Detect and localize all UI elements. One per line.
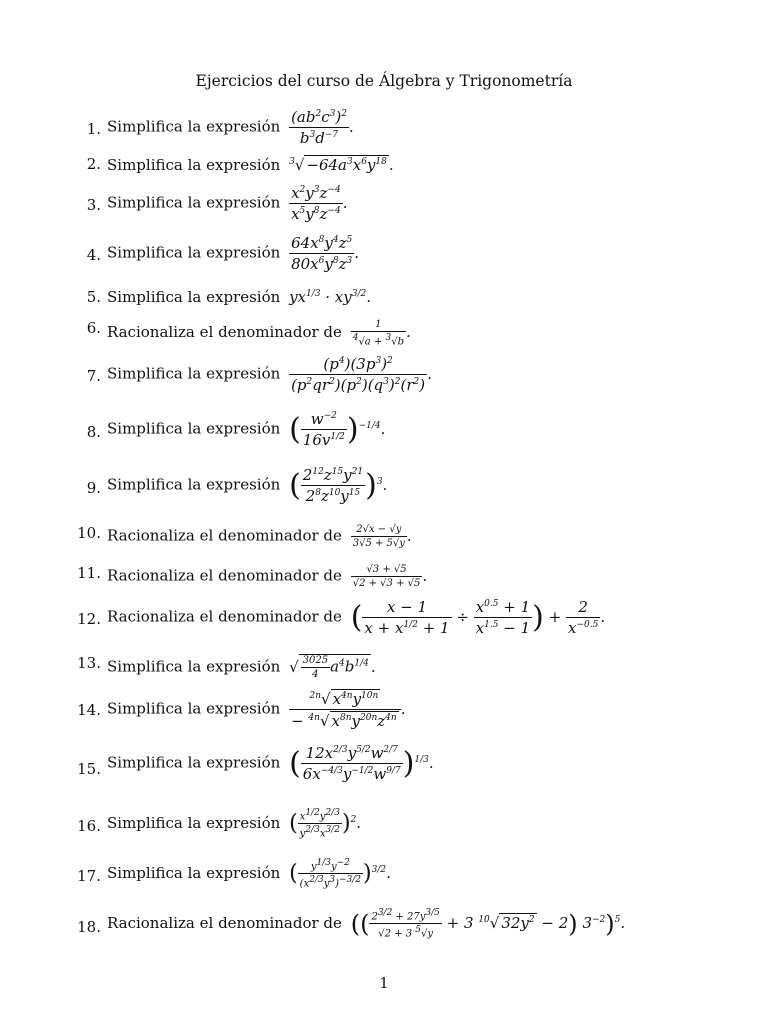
- math-expression: ( $\frac{w^{-2}}{16v^{1/2}}$ )$^{-1/4}$.: [289, 410, 386, 449]
- exercise-number: 11.: [77, 564, 101, 582]
- exercise-text: Simplifica la expresión: [107, 813, 281, 832]
- exercise-text: Simplifica la expresión: [107, 364, 281, 383]
- exercise-number: 17.: [77, 867, 101, 885]
- math-expression: $\frac{^{2n}√ x^{4n}y^{10n}}{- ^{4n}√ x^{8n}y^{20n}z^{4n}}$ .: [291, 690, 406, 730]
- exercise-text: Simplifica la expresión: [107, 288, 281, 306]
- math-expression: $\frac{64x^8y^4z^5}{80x^6y^8z^3}$ .: [291, 234, 359, 273]
- exercise-number: 2.: [86, 155, 101, 173]
- exercise-text: Simplifica la expresión: [107, 419, 281, 438]
- exercise-text: Simplifica la expresión: [107, 863, 281, 882]
- exercise-text: Simplifica la expresión: [107, 193, 281, 212]
- exercise-text: Racionaliza el denominador de: [107, 526, 342, 545]
- exercise-text: Simplifica la expresión: [107, 753, 281, 772]
- exercise-text: Racionaliza el denominador de: [107, 913, 342, 932]
- exercise-number: 16.: [77, 817, 101, 835]
- exercise-number: 6.: [86, 319, 101, 337]
- math-expression: ( $\frac{y^{1/3}y^{-2}}{(x^{2/3}y^3)^{-3/2}}$ )$^{3/2}$.: [289, 858, 391, 890]
- exercise-number: 9.: [86, 479, 101, 497]
- math-expression: $^3√ -64a^3x^6y^{18}$ .: [289, 156, 394, 174]
- exercise-number: 5.: [86, 288, 101, 306]
- exercise-text: Racionaliza el denominador de: [107, 323, 342, 342]
- exercise-text: Simplifica la expresión: [107, 657, 281, 676]
- math-expression: $\frac{(p^4)(3p^3)^2}{(p^2qr^2)(p^2)(q^3)^2(r^2)}$ .: [291, 355, 432, 394]
- math-expression: $\frac{2√x - √y}{3√5 + 5√y}$ .: [352, 524, 412, 549]
- exercise-text: Simplifica la expresión: [107, 156, 281, 174]
- exercise-text: Simplifica la expresión: [107, 117, 281, 136]
- exercise-text: Simplifica la expresión: [107, 475, 281, 494]
- exercise-number: 4.: [86, 246, 101, 264]
- exercise-number: 8.: [86, 423, 101, 441]
- exercise-text: Simplifica la expresión: [107, 243, 281, 262]
- exercise-text: Racionaliza el denominador de: [107, 566, 342, 585]
- exercise-number: 1.: [86, 120, 101, 138]
- exercise-number: 15.: [77, 760, 101, 778]
- math-expression: $\frac{x^2y^3z^{-4}}{x^5y^8z^{-4}}$ .: [291, 184, 348, 223]
- exercise-number: 14.: [77, 701, 101, 719]
- exercise-number: 3.: [86, 196, 101, 214]
- exercise-text: Simplifica la expresión: [107, 699, 281, 718]
- page-number: 1: [379, 974, 389, 992]
- math-expression: ( $\frac{x^{1/2}y^{2/3}}{y^{2/3}x^{3/2}}$ )$^2$.: [289, 808, 362, 840]
- exercise-text: Racionaliza el denominador de: [107, 607, 342, 626]
- exercise-number: 13.: [77, 654, 101, 672]
- math-expression: √ $\frac{3025}{4}$ $a^4b^{1/4}$ .: [289, 655, 376, 680]
- math-expression: $\frac{(ab^2c^3)^2}{b^3d^{-7}}$ .: [291, 108, 354, 147]
- math-expression: $\frac{1}{^4√a + ^3√b}$ .: [352, 319, 411, 348]
- page-title: Ejercicios del curso de Álgebra y Trigonometría: [195, 72, 573, 90]
- math-expression: $yx^{1/3} \cdot xy^{3/2}$.: [289, 288, 372, 306]
- math-expression: $\frac{√3 + √5}{√2 + √3 + √5}$ .: [352, 564, 428, 589]
- math-expression: (( $\frac{2^{3/2} + 27y^{3/5}}{√2 + 3 ^5√y}$ + 3 $^{10}$√ $32y^2 - 2$) $3^{-2})^5$.: [350, 908, 626, 940]
- exercise-number: 7.: [86, 367, 101, 385]
- exercise-number: 10.: [77, 524, 101, 542]
- math-expression: ( $\frac{x - 1}{x + x^{1/2} + 1}$ ÷ $\frac{x^{0.5} + 1}{x^{1.5} - 1}$ ) + $\frac{2}{x^{-0.5}}$ .: [350, 598, 606, 637]
- math-expression: ( $\frac{12x^{2/3}y^{5/2}w^{2/7}}{6x^{-4/3}y^{-1/2}w^{9/7}}$ )$^{1/3}$.: [289, 744, 434, 783]
- exercise-number: 18.: [77, 918, 101, 936]
- math-expression: ( $\frac{2^{12}z^{15}y^{21}}{2^8z^{10}y^{15}}$ )$^3$.: [289, 466, 388, 505]
- exercise-number: 12.: [77, 610, 101, 628]
